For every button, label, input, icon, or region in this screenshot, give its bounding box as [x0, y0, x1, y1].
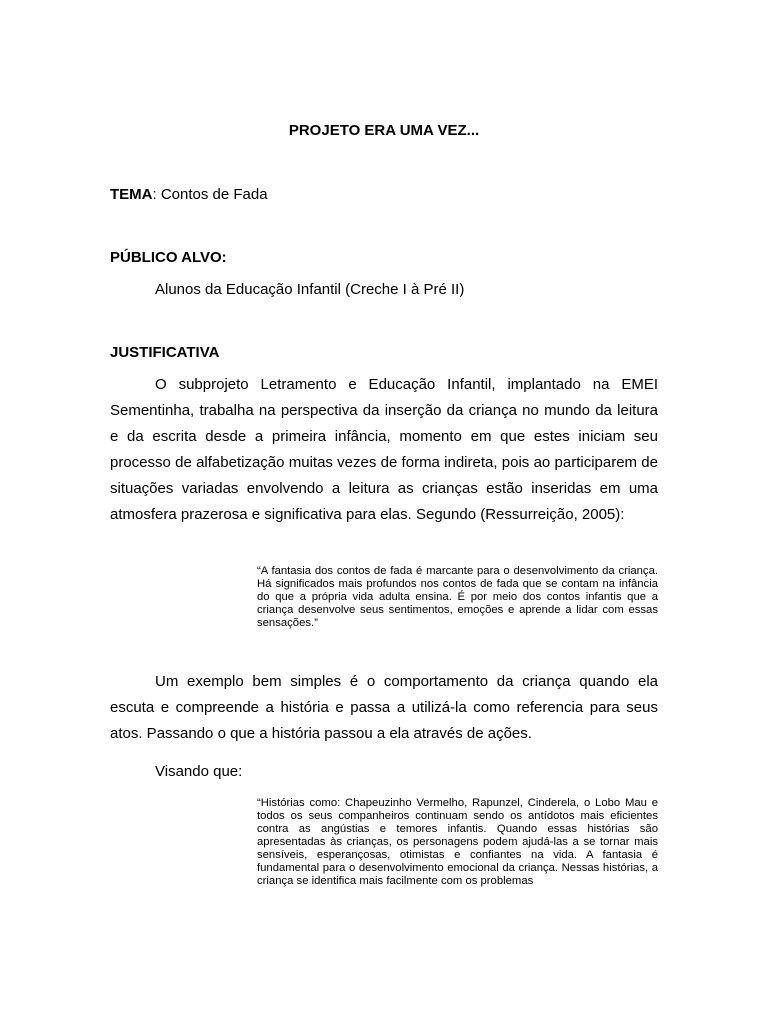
- tema-label: TEMA: [110, 186, 153, 203]
- exemplo-paragraph: Um exemplo bem simples é o comportamento da criança quando ela escuta e compreende a história e passa a utilizá-la como referencia para seus atos. Passando o que a história passou a ela através de ações.: [110, 673, 658, 742]
- document-title: PROJETO ERA UMA VEZ...: [288, 122, 480, 139]
- justificativa-paragraph: O subprojeto Letramento e Educação Infantil, implantado na EMEI Sementinha, trabalha na perspectiva da inserção da criança no mundo da leitura e da escrita desde a primeira infância, momento em que estes iniciam seu processo de alfabetização muitas vezes de forma indireta, pois ao participarem de situações variadas envolvendo a leitura as crianças estão inseridas em uma atmosfera prazerosa e significativa para elas. Segundo (Ressurreição, 2005):: [110, 376, 658, 523]
- quote-historias: “Histórias como: Chapeuzinho Vermelho, Rapunzel, Cinderela, o Lobo Mau e todos os seus companheiros continuam sendo os antídotos mais eficientes contra as angústias e temores infantis. Quando essas histórias são apresentadas às crianças, os personagens podem ajudá-las a se tornar mais sensíveis, esperançosas, otimistas e confiantes na vida. A fantasia é fundamental para o desenvolvimento emocional da criança. Nessas histórias, a criança se identifica mais facilmente com os problemas: [257, 797, 658, 887]
- tema-value: : Contos de Fada: [152, 186, 268, 203]
- tema-line: [110, 186, 268, 203]
- publico-alvo-text: Alunos da Educação Infantil (Creche I à Pré II): [155, 281, 465, 298]
- publico-alvo-heading: PÚBLICO ALVO:: [110, 249, 227, 266]
- justificativa-heading: JUSTIFICATIVA: [110, 344, 220, 361]
- quote-ressurreicao: “A fantasia dos contos de fada é marcante para o desenvolvimento da criança. Há significados mais profundos nos contos de fada que se contam na infância do que a própria vida adulta ensina. É por meio dos contos infantis que a criança desenvolve seus sentimentos, emoções e aprende a lidar com essas sensações.”: [257, 565, 658, 629]
- visando-que: Visando que:: [155, 763, 243, 780]
